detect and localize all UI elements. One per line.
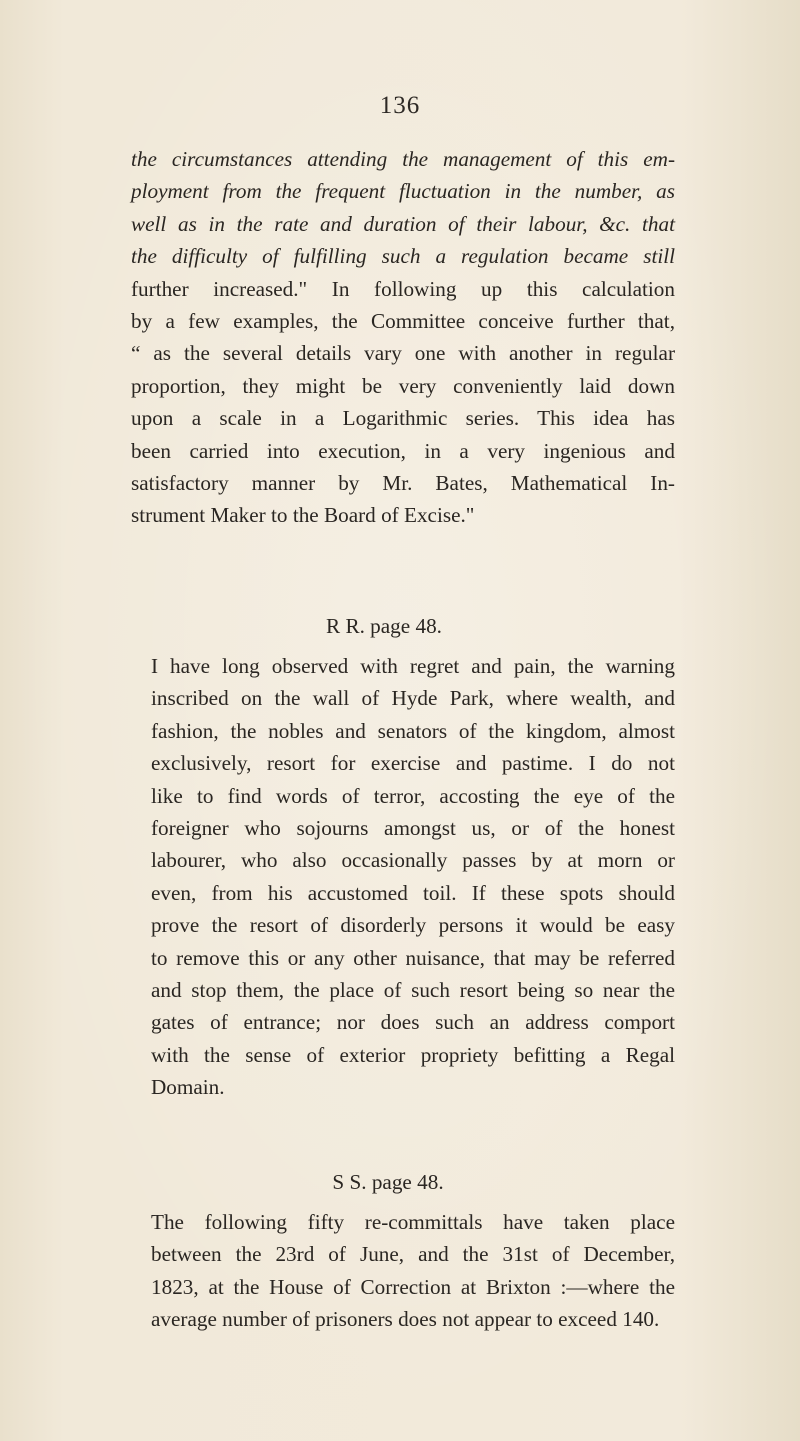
text-line: the difficulty of fulfilling such a regulation became still [131,244,675,269]
text-line: average number of prisoners does not appear to exceed 140. [151,1307,660,1332]
text-line: Domain. [151,1075,225,1100]
text-line: I have long observed with regret and pain, the warning [151,654,675,678]
text-line: The following fifty re-committals have taken place [151,1210,675,1234]
text-line: labourer, who also occasionally passes by at morn or [151,848,675,873]
text-line: like to find words of terror, accosting the eye of the [151,783,675,808]
text-line: further increased." In following up this calculation [131,276,675,301]
text-line: prove the resort of disorderly persons it would be easy [151,913,675,938]
text-line: and stop them, the place of such resort being so near the [151,978,675,1003]
text-line: by a few examples, the Committee conceive further that, [131,309,675,334]
text-line: with the sense of exterior propriety befitting a Regal [151,1042,675,1067]
reference-heading-rr: R R. page 48. [326,614,442,638]
text-line: well as in the rate and duration of their labour, &c. that [131,211,675,236]
text-line: exclusively, resort for exercise and pastime. I do not [151,751,675,776]
text-line: gates of entrance; nor does such an address comport [151,1010,675,1035]
paragraph-hyde-park [131,650,675,1104]
text-line: even, from his accustomed toil. If these spots should [151,880,675,905]
reference-heading-ss: S S. page 48. [332,1170,444,1194]
text-line: to remove this or any other nuisance, that may be referred [151,945,675,970]
text-line: between the 23rd of June, and the 31st of December, [151,1242,675,1267]
text-line: been carried into execution, in a very ingenious and [131,438,675,463]
paragraph-brixton [131,1206,675,1336]
text-line: inscribed on the wall of Hyde Park, where wealth, and [151,686,675,711]
text-line: upon a scale in a Logarithmic series. This idea has [131,406,675,431]
text-line: strument Maker to the Board of Excise." [131,503,475,528]
page-number: 136 [379,92,421,119]
text-line: “ as the several details vary one with another in regular [131,341,675,366]
text-line: foreigner who sojourns amongst us, or of the honest [151,816,675,841]
text-line: 1823, at the House of Correction at Brixton :—where the [151,1274,675,1299]
text-line: fashion, the nobles and senators of the kingdom, almost [151,718,675,743]
text-line: satisfactory manner by Mr. Bates, Mathematical In- [131,471,675,496]
text-line: proportion, they might be very conveniently laid down [131,373,675,398]
paragraph-committee-quote [131,143,675,532]
text-line: ployment from the frequent fluctuation in the number, as [131,179,675,204]
text-line: the circumstances attending the management of this em- [131,147,675,171]
